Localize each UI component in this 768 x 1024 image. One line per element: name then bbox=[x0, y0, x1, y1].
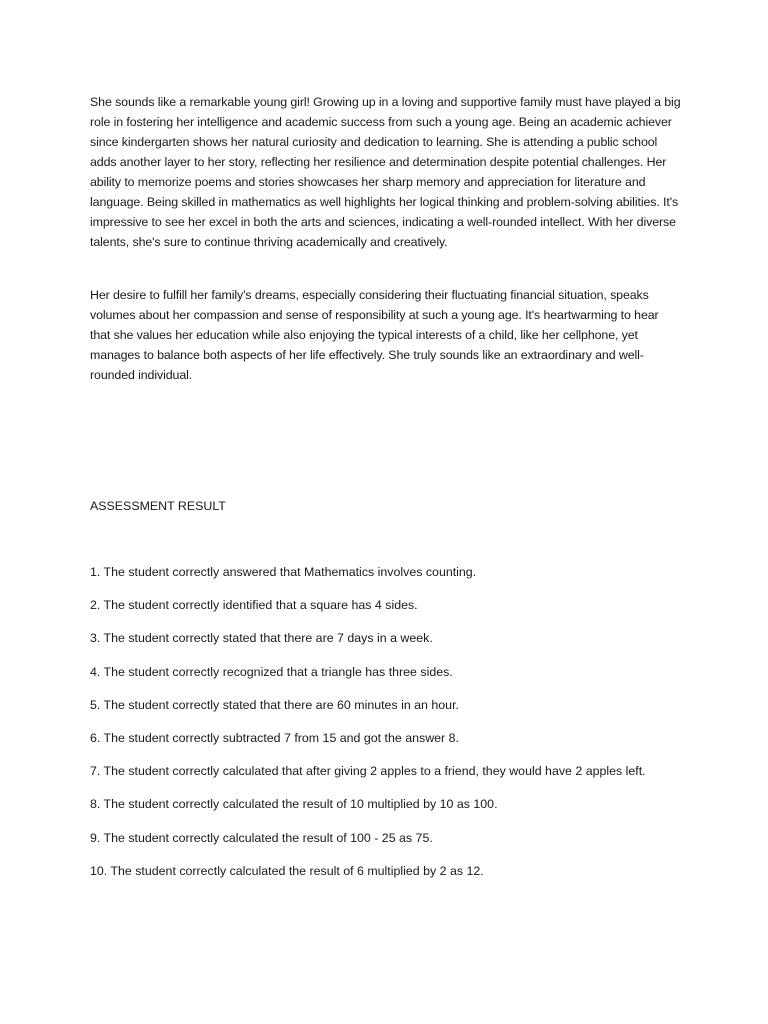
body-paragraph-1: She sounds like a remarkable young girl! Growing up in a loving and supportive family must have played a big role in fostering her intelligence and academic success from such a young age. Being an academic achiever since kindergarten shows her natural curiosity and dedication to learning. She is attending a public school adds another layer to her story, reflecting her resilience and determination despite potential challenges. Her ability to memorize poems and stories showcases her sharp memory and appreciation for literature and language. Being skilled in mathematics as well highlights her logical thinking and problem-solving abilities. It's impressive to see her excel in both the arts and sciences, indicating a well-rounded intellect. With her diverse talents, she's sure to continue thriving academically and creatively. bbox=[90, 95, 681, 249]
result-item: 5. The student correctly stated that there are 60 minutes in an hour. bbox=[90, 697, 459, 712]
result-item: 7. The student correctly calculated that after giving 2 apples to a friend, they would have 2 apples left. bbox=[90, 764, 646, 779]
result-item: 10. The student correctly calculated the result of 6 multiplied by 2 as 12. bbox=[90, 863, 484, 878]
result-item: 8. The student correctly calculated the result of 10 multiplied by 10 as 100. bbox=[90, 797, 498, 812]
result-item: 4. The student correctly recognized that a triangle has three sides. bbox=[90, 664, 453, 679]
assessment-results-list bbox=[90, 562, 710, 894]
result-item: 2. The student correctly identified that a square has 4 sides. bbox=[90, 598, 418, 613]
assessment-heading: ASSESSMENT RESULT bbox=[90, 499, 226, 513]
result-item: 3. The student correctly stated that there are 7 days in a week. bbox=[90, 631, 433, 646]
body-paragraph-2: Her desire to fulfill her family's dreams, especially considering their fluctuating financial situation, speaks volumes about her compassion and sense of responsibility at such a young age. It's heartwarming to hear that she values her education while also enjoying the typical interests of a child, like her cellphone, yet manages to balance both aspects of her life effectively. She truly sounds like an extraordinary and well-rounded individual. bbox=[90, 288, 659, 382]
result-item: 1. The student correctly answered that Mathematics involves counting. bbox=[90, 565, 477, 579]
result-item: 6. The student correctly subtracted 7 from 15 and got the answer 8. bbox=[90, 730, 459, 745]
result-item: 9. The student correctly calculated the result of 100 - 25 as 75. bbox=[90, 830, 433, 845]
